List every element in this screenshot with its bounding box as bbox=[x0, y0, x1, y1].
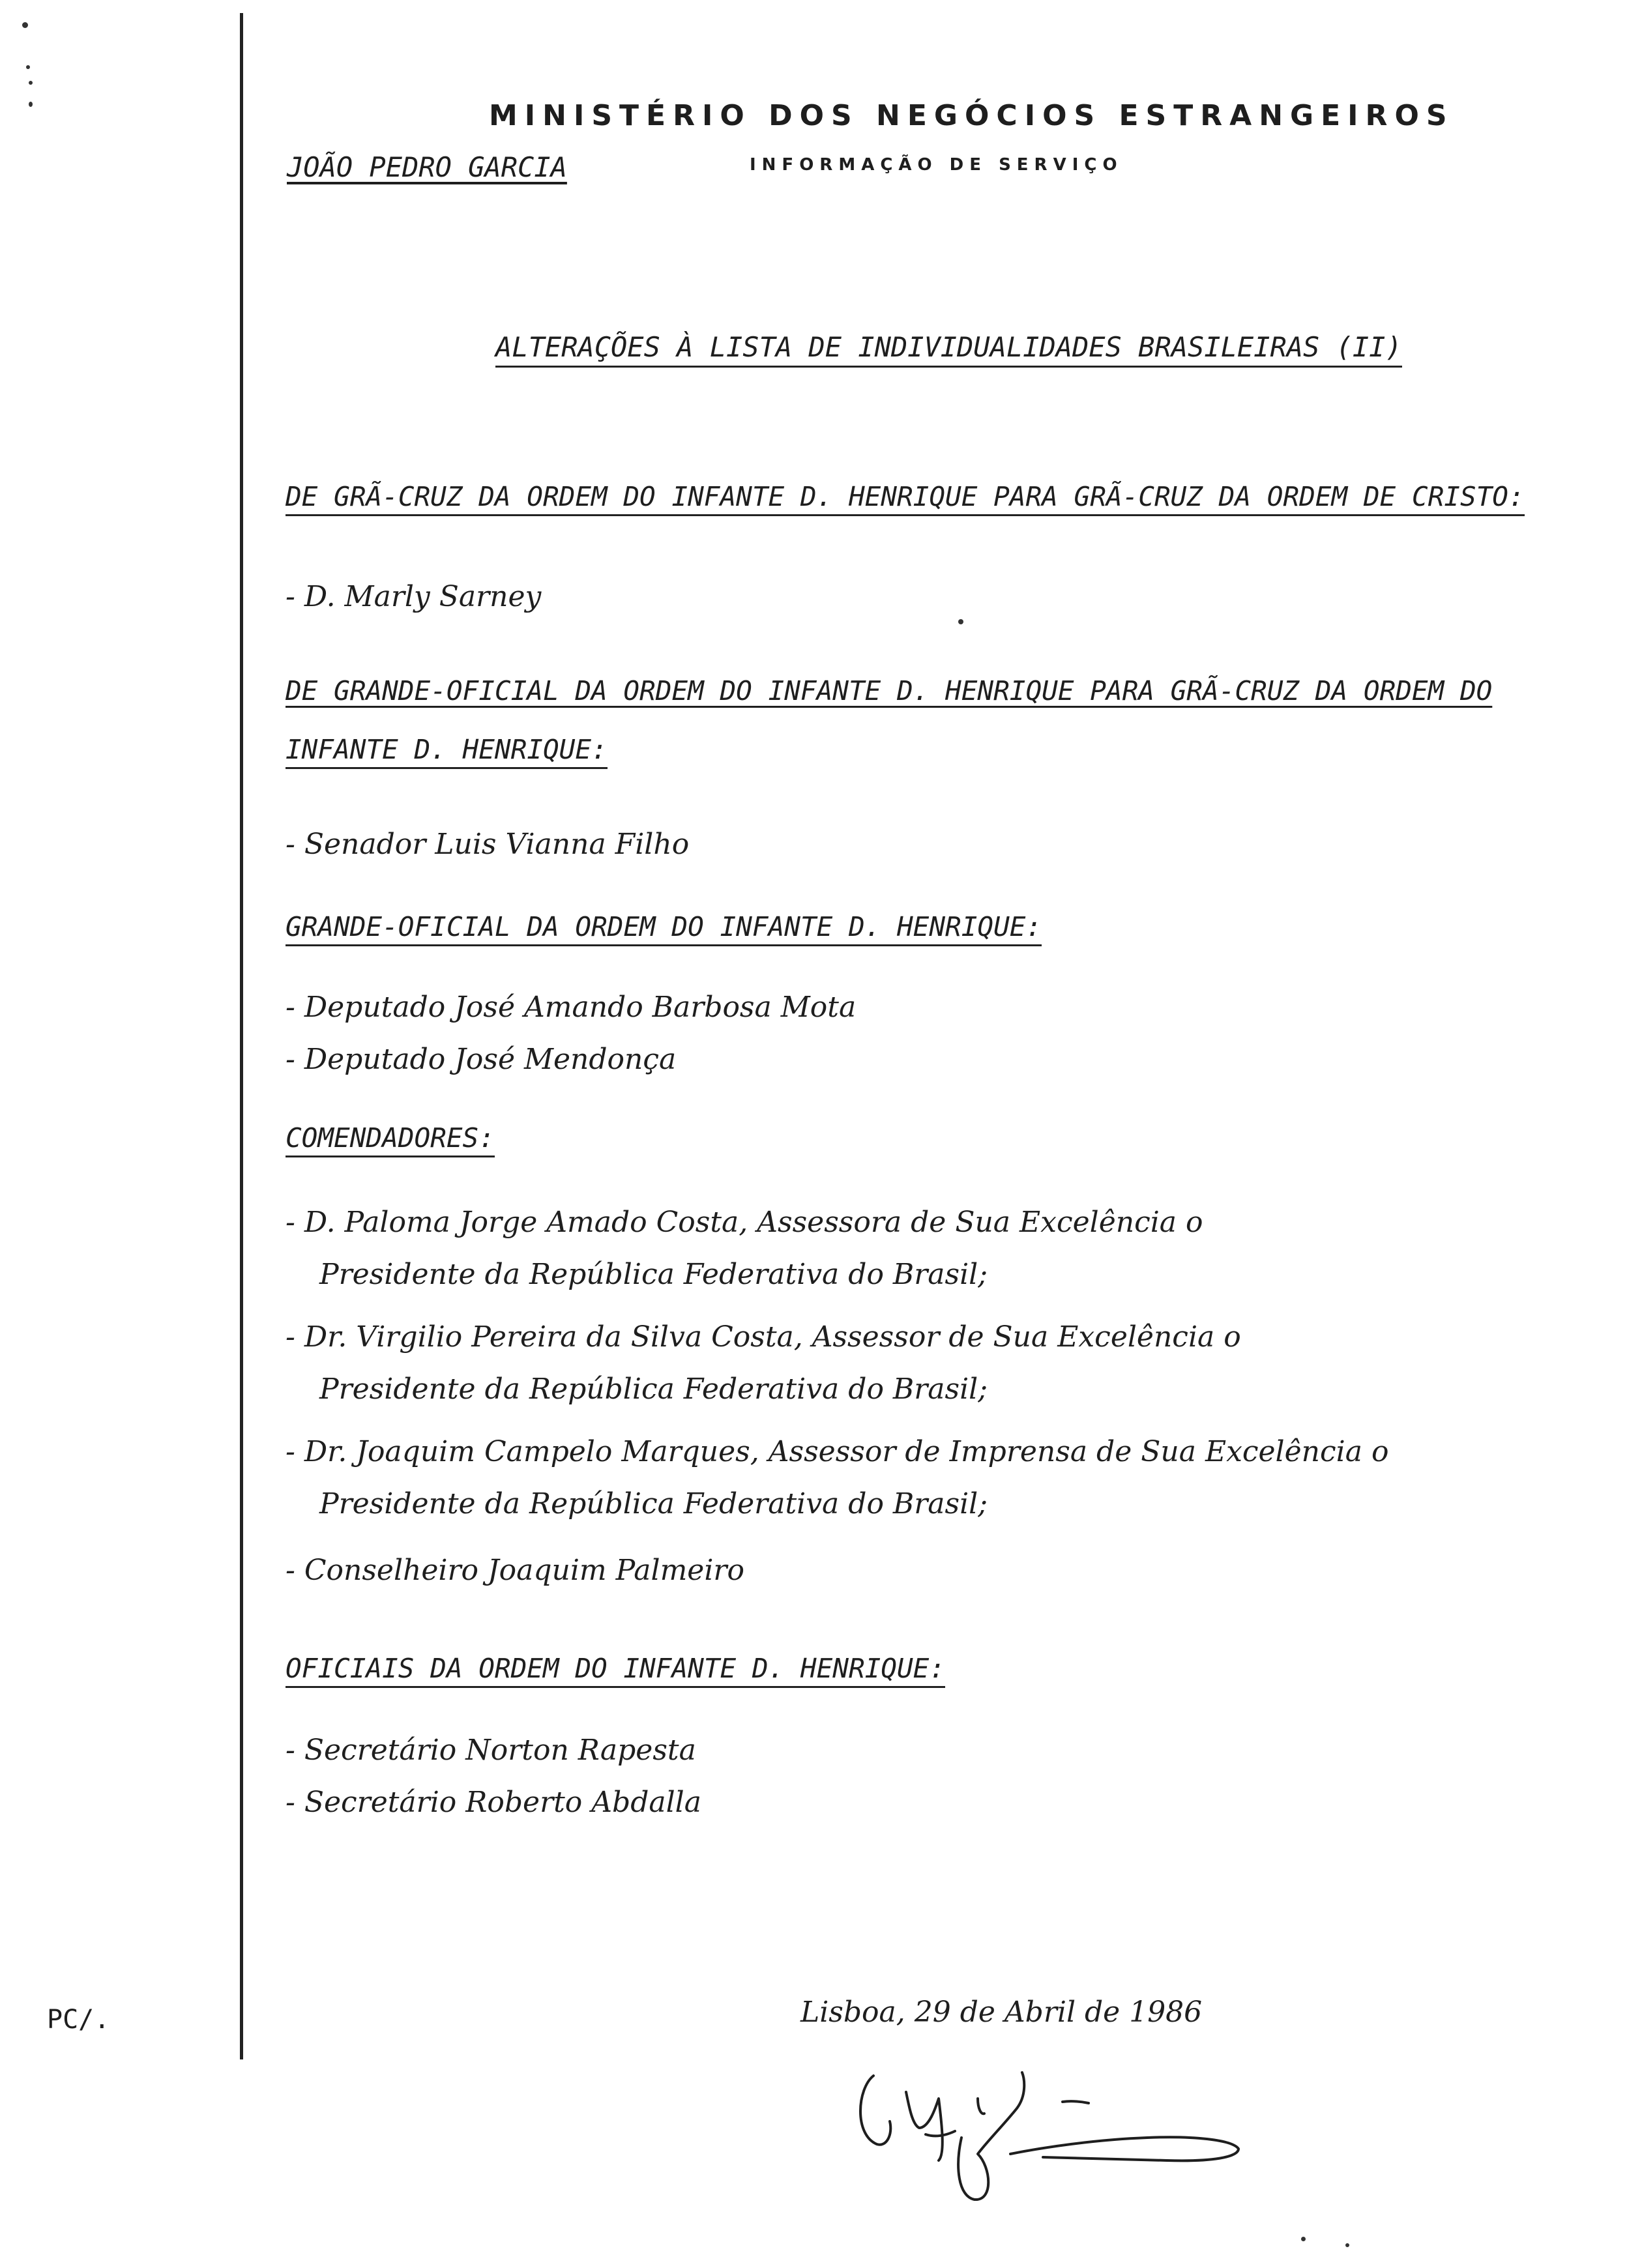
section-heading-comendadores: COMENDADORES: bbox=[286, 1122, 495, 1157]
list-item: - Dr. Joaquim Campelo Marques, Assessor de Imprensa de Sua Excelência o bbox=[286, 1435, 1389, 1468]
handwritten-signature bbox=[847, 2063, 1291, 2213]
list-item-continuation: Presidente da República Federativa do Brasil; bbox=[319, 1258, 988, 1291]
place-and-date: Lisboa, 29 de Abril de 1986 bbox=[800, 1996, 1203, 2029]
document-type: INFORMAÇÃO DE SERVIÇO bbox=[750, 155, 1123, 175]
list-item: - Secretário Norton Rapesta bbox=[286, 1734, 696, 1767]
author-name: JOÃO PEDRO GARCIA bbox=[287, 151, 567, 183]
section-heading-gra-cruz-cristo: DE GRÃ-CRUZ DA ORDEM DO INFANTE D. HENRIQUE PARA GRÃ-CRUZ DA ORDEM DE CRISTO: bbox=[286, 481, 1525, 516]
list-item: - Deputado José Amando Barbosa Mota bbox=[286, 991, 857, 1024]
list-item: - D. Marly Sarney bbox=[286, 580, 542, 613]
scan-speck bbox=[29, 81, 33, 85]
scan-speck bbox=[22, 22, 28, 28]
list-item: - Secretário Roberto Abdalla bbox=[286, 1786, 701, 1819]
list-item: - Dr. Virgilio Pereira da Silva Costa, Assessor de Sua Excelência o bbox=[286, 1320, 1241, 1354]
section-heading-line-1: DE GRANDE-OFICIAL DA ORDEM DO INFANTE D. HENRIQUE PARA GRÃ-CRUZ DA ORDEM DO bbox=[286, 675, 1493, 706]
section-heading-line-2: INFANTE D. HENRIQUE: bbox=[286, 734, 608, 769]
scan-speck bbox=[26, 65, 30, 69]
list-item-continuation: Presidente da República Federativa do Brasil; bbox=[319, 1487, 988, 1520]
ministry-heading: MINISTÉRIO DOS NEGÓCIOS ESTRANGEIROS bbox=[489, 99, 1454, 132]
list-item: - Deputado José Mendonça bbox=[286, 1043, 677, 1076]
scan-speck bbox=[29, 102, 33, 107]
section-heading-oficiais: OFICIAIS DA ORDEM DO INFANTE D. HENRIQUE: bbox=[286, 1653, 945, 1688]
list-item-continuation: Presidente da República Federativa do Brasil; bbox=[319, 1373, 988, 1406]
list-item: - Senador Luis Vianna Filho bbox=[286, 828, 690, 861]
list-item: - D. Paloma Jorge Amado Costa, Assessora de Sua Excelência o bbox=[286, 1206, 1203, 1239]
document-title: ALTERAÇÕES À LISTA DE INDIVIDUALIDADES BRASILEIRAS (II) bbox=[495, 331, 1402, 368]
typist-initials: PC/. bbox=[47, 2005, 110, 2035]
scan-speck bbox=[1301, 2237, 1306, 2241]
scan-speck bbox=[958, 619, 963, 624]
scan-speck bbox=[1345, 2243, 1349, 2247]
section-heading-grande-oficial: GRANDE-OFICIAL DA ORDEM DO INFANTE D. HENRIQUE: bbox=[286, 911, 1042, 946]
list-item: - Conselheiro Joaquim Palmeiro bbox=[286, 1554, 744, 1587]
margin-rule bbox=[240, 13, 243, 2059]
